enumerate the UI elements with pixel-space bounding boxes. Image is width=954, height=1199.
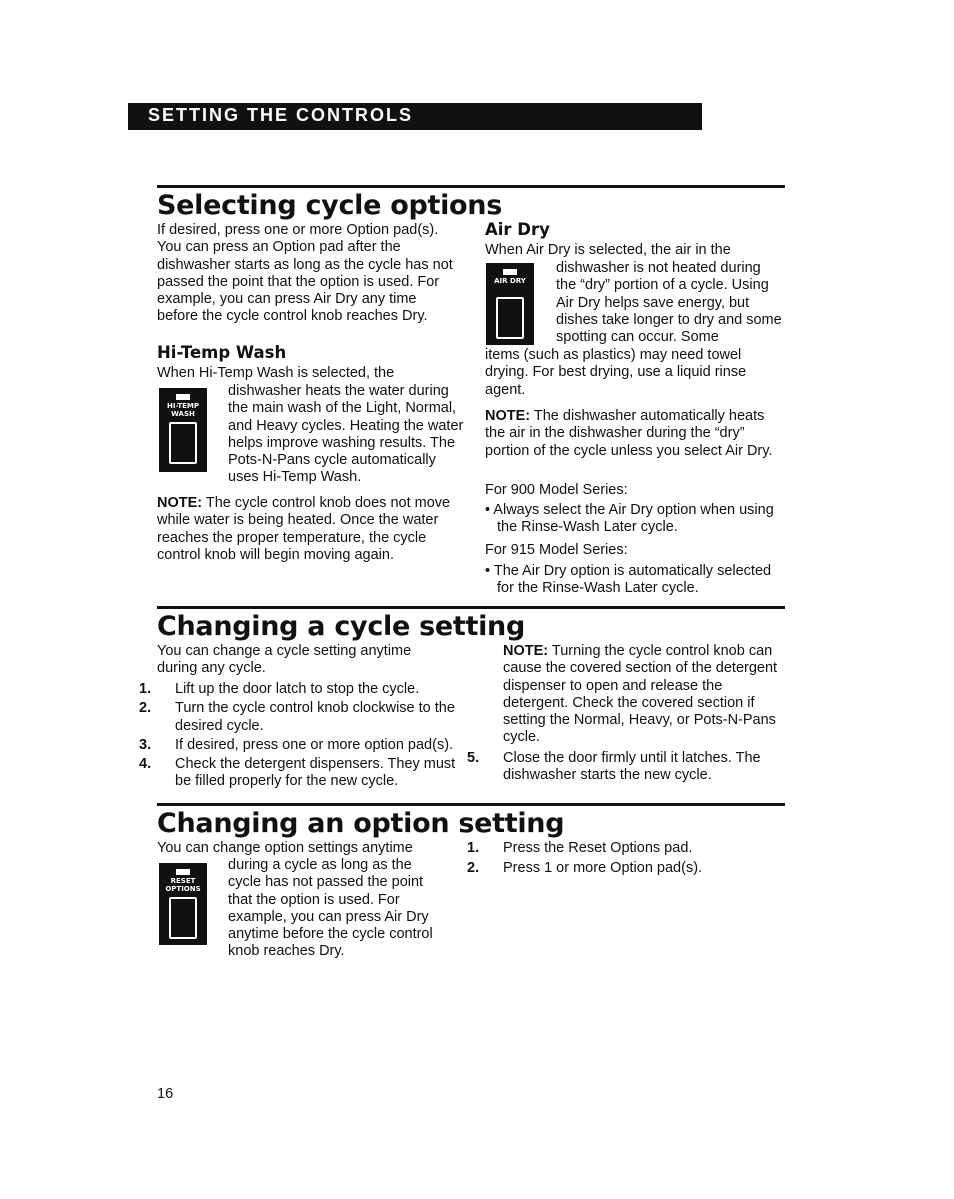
note-label: NOTE:: [503, 643, 549, 659]
hitemp-wash-pad-icon: [159, 388, 207, 472]
airdry-heading: Air Dry: [485, 220, 550, 239]
cycle-intro: You can change a cycle setting anytime during any cycle.: [157, 643, 412, 677]
section-rule: [157, 803, 785, 806]
section-rule: [157, 606, 785, 609]
indicator-light-icon: [503, 269, 517, 275]
hitemp-body: dishwasher heats the water during the main wash of the Light, Normal, and Heavy cycles. Heating the water helps improve washing results. The Pots-N-Pans cycle automatically uses Hi-Temp Wash.: [228, 383, 464, 486]
cycle-note: [503, 643, 785, 747]
pad-button-icon: [169, 422, 197, 464]
air-dry-pad-icon: [486, 263, 534, 345]
option-body: during a cycle as long as the cycle has not passed the point that the option is used. For example, you can press Air Dry anytime before the cycle control knob reaches Dry.: [228, 857, 433, 960]
model-900-item: • Always select the Air Dry option when using the Rinse-Wash Later cycle.: [485, 502, 774, 536]
list-item: 1. Lift up the door latch to stop the cycle.: [139, 681, 420, 697]
airdry-lead: When Air Dry is selected, the air in the: [485, 242, 731, 258]
airdry-body-cont: items (such as plastics) may need towel drying. For best drying, use a liquid rinse agent.: [485, 347, 747, 398]
section-banner: [128, 103, 702, 130]
section-title-cycle: Changing a cycle setting: [157, 611, 526, 642]
indicator-light-icon: [176, 869, 190, 875]
list-item: 4. Check the detergent dispensers. They must be filled properly for the new cycle.: [139, 756, 456, 790]
model-915-item: • The Air Dry option is automatically selected for the Rinse-Wash Later cycle.: [485, 563, 772, 597]
note-text: The cycle control knob does not move while water is being heated. Once the water reaches the proper temperature, the cycle control knob will begin moving again.: [157, 495, 451, 563]
airdry-body: dishwasher is not heated during the “dry” portion of a cycle. Using Air Dry helps save energy, but dishes take longer to dry and some spotting can occur. Some: [556, 260, 782, 346]
cycle-steps: [139, 681, 467, 791]
option-lead: You can change option settings anytime: [157, 840, 413, 856]
cycle-step-5: 5. Close the door firmly until it latches. The dishwasher starts the new cycle.: [467, 750, 761, 784]
hitemp-heading: Hi-Temp Wash: [157, 343, 287, 362]
section-rule: [157, 185, 785, 188]
hitemp-lead: When Hi-Temp Wash is selected, the: [157, 365, 395, 381]
section-title-option: Changing an option setting: [157, 808, 565, 839]
model-915-label: For 915 Model Series:: [485, 542, 628, 558]
pad-label: HI-TEMP WASH: [167, 402, 199, 418]
list-item: 1. Press the Reset Options pad.: [467, 840, 693, 856]
airdry-note: [485, 408, 777, 460]
banner-title: SETTING THE CONTROLS: [148, 105, 413, 125]
option-steps: [467, 840, 775, 878]
pad-label: RESET OPTIONS: [165, 877, 201, 893]
list-item: 2. Turn the cycle control knob clockwise to the desired cycle.: [139, 700, 455, 734]
list-item: 3. If desired, press one or more option pad(s).: [139, 736, 454, 753]
indicator-light-icon: [176, 394, 190, 400]
selecting-intro: If desired, press one or more Option pad(s). You can press an Option pad after the dishwasher starts as long as the cycle has not passed the point that the option is used. For example, you can press Air Dry any time before the cycle control knob reaches Dry.: [157, 222, 453, 325]
reset-options-pad-icon: [159, 863, 207, 945]
section-title-selecting: Selecting cycle options: [157, 190, 502, 221]
note-label: NOTE:: [157, 495, 203, 511]
note-label: NOTE:: [485, 408, 531, 424]
pad-button-icon: [496, 297, 524, 339]
list-item: 2. Press 1 or more Option pad(s).: [467, 860, 703, 877]
pad-label: AIR DRY: [494, 277, 526, 285]
hitemp-note: [157, 495, 457, 564]
note-text: The dishwasher automatically heats the air in the dishwasher during the “dry” portion of the cycle unless you select Air Dry.: [485, 408, 773, 459]
model-900-label: For 900 Model Series:: [485, 482, 628, 498]
page-number: 16: [157, 1086, 174, 1102]
note-text: Turning the cycle control knob can cause the covered section of the detergent dispenser to open and release the detergent. Check the covered section if setting the Normal, Heavy, or Pots-N-Pans cycle.: [503, 643, 778, 746]
pad-button-icon: [169, 897, 197, 939]
